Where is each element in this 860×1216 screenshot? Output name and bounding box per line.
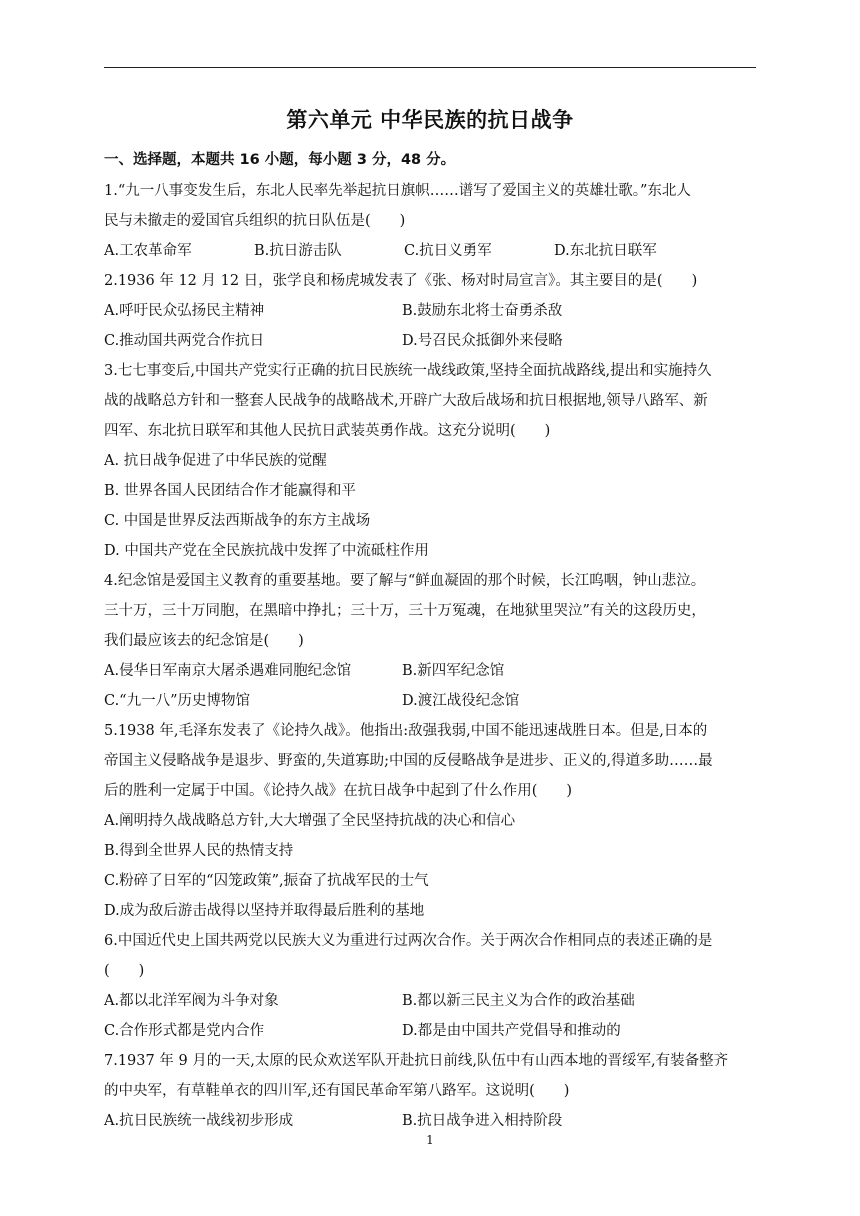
option-b: B.鼓励东北将士奋勇杀敌 [402,303,563,319]
question-2-options-row-2 [104,326,756,356]
page-title: 第六单元 中华民族的抗日战争 [286,108,574,132]
question-3-line-3: 四军、东北抗日联军和其他人民抗日武装英勇作战。这充分说明( ) [104,423,551,439]
question-7-line-1: 7.1937 年 9 月的一天,太原的民众欢送军队开赴抗日前线,队伍中有山西本地的晋绥军,有装备整齐 [104,1053,729,1069]
option-c: C.抗日义勇军 [404,243,492,259]
option-b: B.得到全世界人民的热情支持 [104,843,294,859]
question-6-options-row-2 [104,1016,756,1046]
option-d: D.都是由中国共产党倡导和推动的 [402,1023,621,1039]
question-5-line-2: 帝国主义侵略战争是退步、野蛮的,失道寡助;中国的反侵略战争是进步、正义的,得道多助……最 [104,753,713,769]
question-1-line-1: 1.“九一八事变发生后，东北人民率先举起抗日旗帜……谱写了爱国主义的英雄壮歌。”东北人 [104,183,691,199]
question-6-options-row-1 [104,986,756,1016]
section-heading: 一、选择题，本题共 16 小题，每小题 3 分，48 分。 [104,152,456,168]
option-a: A.阐明持久战战略总方针,大大增强了全民坚持抗战的决心和信心 [104,813,516,829]
option-b: B.都以新三民主义为合作的政治基础 [402,993,635,1009]
option-a: A.工农革命军 [104,243,192,259]
option-c: C.粉碎了日军的“囚笼政策”,振奋了抗战军民的士气 [104,873,429,889]
option-a: A.呼吁民众弘扬民主精神 [104,303,265,319]
question-7-line-2: 的中央军，有草鞋单衣的四川军,还有国民革命军第八路军。这说明( ) [104,1083,570,1099]
question-1-line-2: 民与未撤走的爱国官兵组织的抗日队伍是( ) [104,213,406,229]
question-7-options-row-1 [104,1106,756,1136]
option-d: D.渡江战役纪念馆 [402,693,520,709]
question-6-line-2: ( ) [104,963,145,979]
option-b: B. 世界各国人民团结合作才能赢得和平 [104,483,356,499]
question-6-line-1: 6.中国近代史上国共两党以民族大义为重进行过两次合作。关于两次合作相同点的表述正确的是 [104,933,713,949]
option-d: D.号召民众抵御外来侵略 [402,333,563,349]
question-4-options-row-2 [104,686,756,716]
page-number: 1 [426,1133,434,1147]
question-4-line-3: 我们最应该去的纪念馆是( ) [104,633,304,649]
question-1-options [104,236,756,266]
question-2-options-row-1 [104,296,756,326]
option-c: C.合作形式都是党内合作 [104,1023,265,1039]
option-c: C.推动国共两党合作抗日 [104,333,265,349]
question-4-line-1: 4.纪念馆是爱国主义教育的重要基地。要了解与“鲜血凝固的那个时候，长江呜咽，钟山悲泣。 [104,573,706,589]
header-rule [104,67,756,68]
option-a: A. 抗日战争促进了中华民族的觉醒 [104,453,327,469]
question-3-line-1: 3.七七事变后,中国共产党实行正确的抗日民族统一战线政策,坚持全面抗战路线,提出和实施持久 [104,363,712,379]
option-a: A.侵华日军南京大屠杀遇难同胞纪念馆 [104,663,352,679]
option-d: D. 中国共产党在全民族抗战中发挥了中流砥柱作用 [104,543,429,559]
option-b: B.抗日游击队 [254,243,342,259]
option-d: D.成为敌后游击战得以坚持并取得最后胜利的基地 [104,903,425,919]
option-c: C.“九一八”历史博物馆 [104,693,251,709]
question-2-line-1: 2.1936 年 12 月 12 日，张学良和杨虎城发表了《张、杨对时局宣言》。其主要目的是( ) [104,273,698,289]
question-3-line-2: 战的战略总方针和一整套人民战争的战略战术,开辟广大敌后战场和抗日根据地,领导八路军、新 [104,393,708,409]
question-5-line-3: 后的胜利一定属于中国。《论持久战》在抗日战争中起到了什么作用( ) [104,783,573,799]
question-5-line-1: 5.1938 年,毛泽东发表了《论持久战》。他指出:敌强我弱,中国不能迅速战胜日本。但是,日本的 [104,723,708,739]
option-b: B.新四军纪念馆 [402,663,505,679]
option-d: D.东北抗日联军 [554,243,657,259]
option-a: A.抗日民族统一战线初步形成 [104,1113,294,1129]
question-4-options-row-1 [104,656,756,686]
question-4-line-2: 三十万，三十万同胞，在黑暗中挣扎；三十万，三十万冤魂，在地狱里哭泣”有关的这段历史， [104,603,706,619]
option-a: A.都以北洋军阀为斗争对象 [104,993,279,1009]
question-list [104,176,756,1136]
option-c: C. 中国是世界反法西斯战争的东方主战场 [104,513,371,529]
option-b: B.抗日战争进入相持阶段 [402,1113,563,1129]
